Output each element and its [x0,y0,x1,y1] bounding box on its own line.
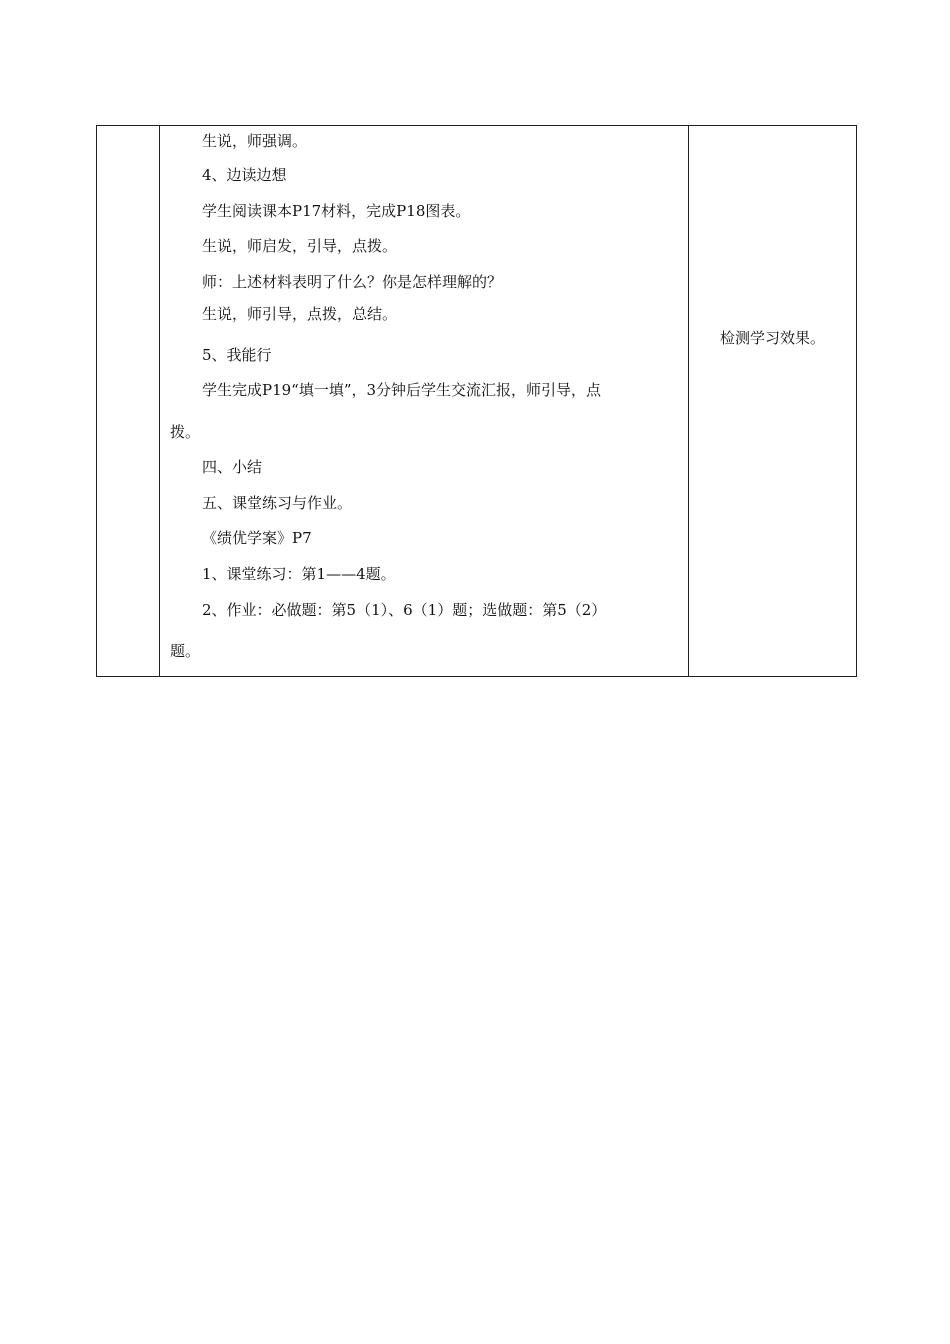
design-intent-text: 检测学习效果。 [719,329,825,347]
content-line: 四、小结 [202,458,263,476]
table-row [97,126,857,677]
teaching-process-cell [160,126,689,677]
design-intent-cell [689,126,857,677]
content-line: 4、边读边想 [202,166,287,184]
content-line: 学生完成P19“填一填”，3分钟后学生交流汇报，师引导，点 [202,381,602,399]
content-line: 1、课堂练习：第1——4题。 [202,565,396,583]
content-line: 题。 [170,642,201,660]
content-line: 五、课堂练习与作业。 [202,494,353,512]
content-line: 学生阅读课本P17材料，完成P18图表。 [202,202,471,220]
lesson-table [96,125,857,677]
content-line: 师：上述材料表明了什么？你是怎样理解的？ [202,273,503,291]
content-line: 5、我能行 [202,346,272,364]
content-line: 生说，师启发，引导，点拨。 [202,237,398,255]
content-line: 生说，师引导，点拨，总结。 [202,305,398,323]
content-line: 生说，师强调。 [202,132,308,150]
content-line: 《绩优学案》P7 [202,529,312,547]
left-blank-cell [97,126,160,677]
content-line: 2、作业：必做题：第5（1）、6（1）题；选做题：第5（2） [202,601,607,619]
content-line: 拨。 [170,423,201,441]
